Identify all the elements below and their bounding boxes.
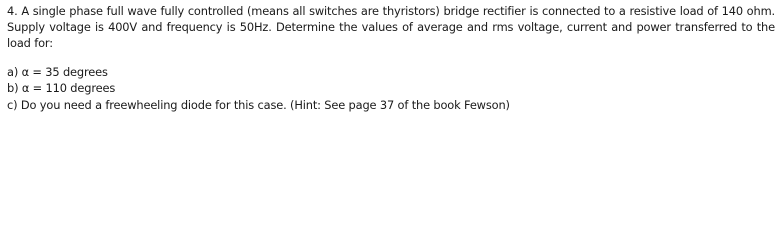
list-item-c: c) Do you need a freewheeling diode for this case. (Hint: See page 37 of the book Fewson) xyxy=(7,97,510,112)
paragraph-spacer xyxy=(7,52,775,64)
question-text: 4. A single phase full wave fully controlled (means all switches are thyristors) bridge rectifier is connected to a resistive load of 140 ohm. Supply voltage is 400V and frequency is 50Hz. Determine the values of average and rms voltage, current and power transferred to the load for: xyxy=(7,4,775,51)
document-body xyxy=(7,3,775,113)
list-item-a: a) α = 35 degrees xyxy=(7,64,108,79)
list-item-b: b) α = 110 degrees xyxy=(7,81,116,96)
